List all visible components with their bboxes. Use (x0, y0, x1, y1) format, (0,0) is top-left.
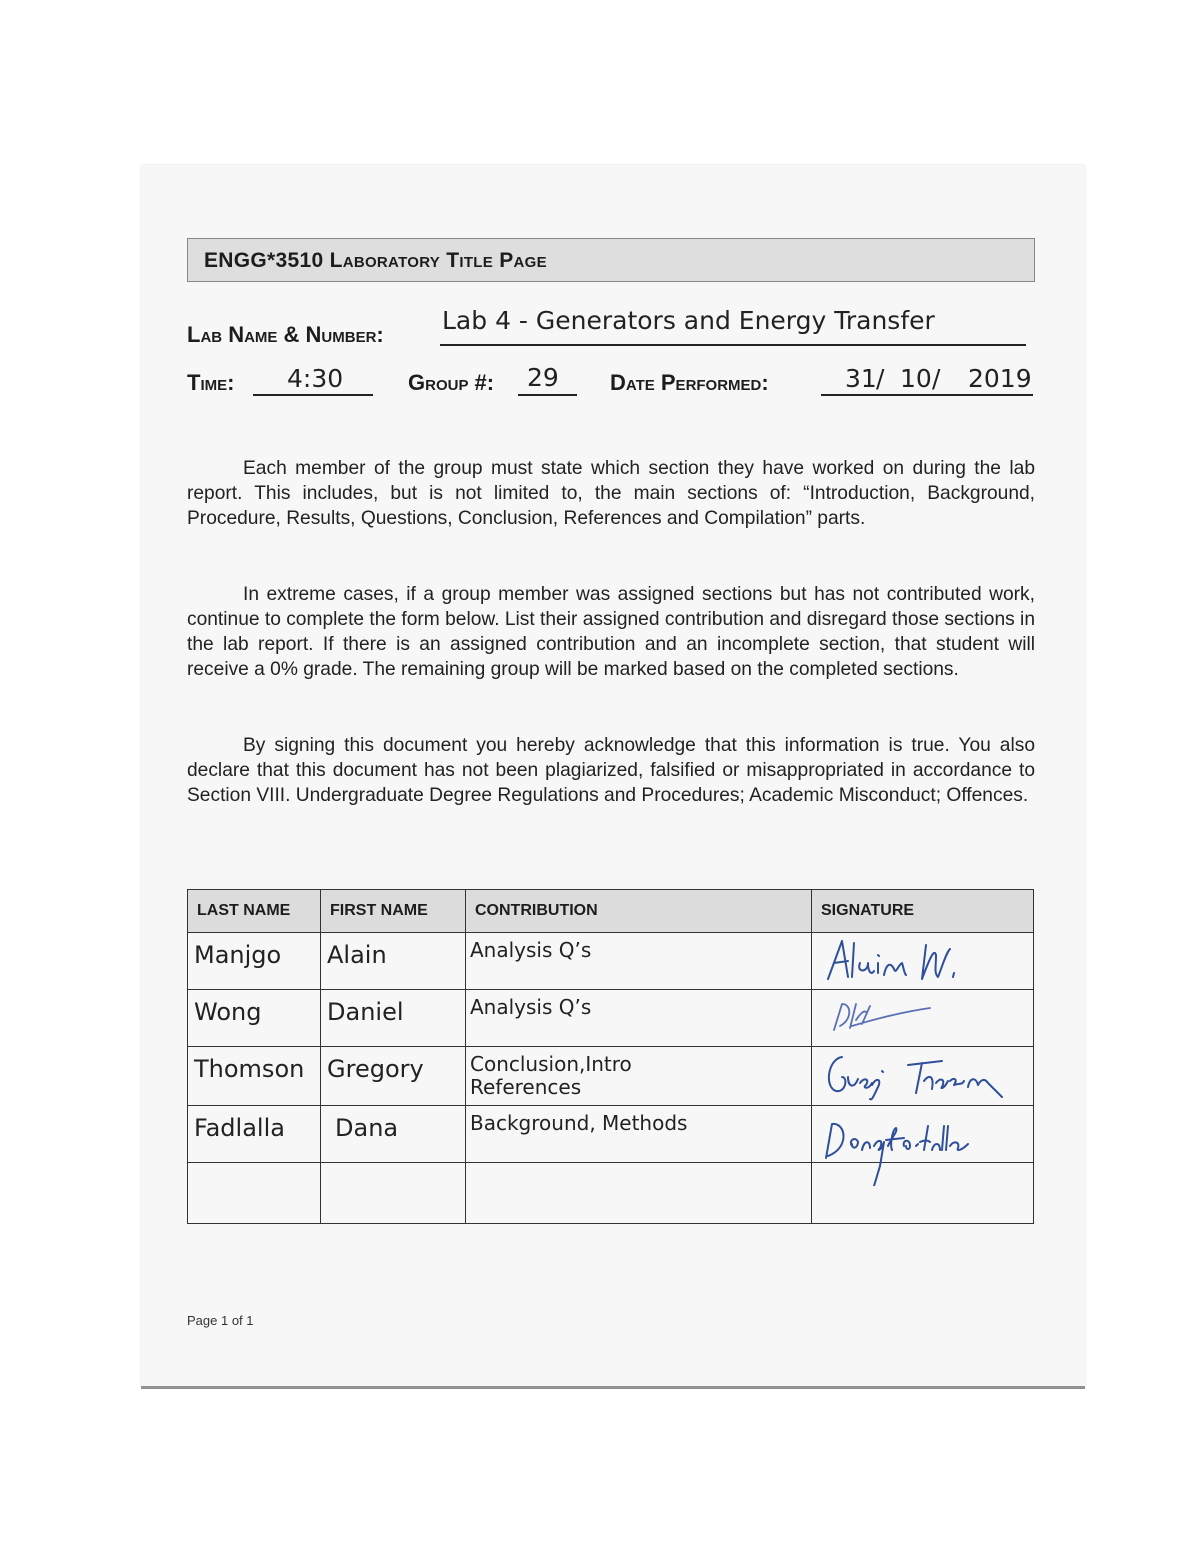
time-label: Time: (187, 370, 235, 395)
instructions-paragraph-2: In extreme cases, if a group member was assigned sections but has not contributed work, continue to complete the form below. List their assigned contribution and disregard those sections in the lab report. If there is an assigned contribution and an incomplete section, that student will receive a 0% grade. The remaining group will be marked based on the completed sections. (187, 584, 1035, 680)
date-year: 2019 (968, 364, 1032, 393)
table-row (188, 933, 1034, 990)
contribution-cell: Analysis Q’s (470, 938, 592, 962)
contribution-cell: Background, Methods (470, 1111, 688, 1135)
table-row (188, 1106, 1034, 1163)
table-row (188, 1047, 1034, 1106)
group-value: 29 (527, 363, 559, 392)
header-contribution: CONTRIBUTION (466, 890, 812, 933)
signature-daniel (812, 990, 1032, 1044)
date-month: 10 (900, 364, 932, 393)
group-label: Group #: (408, 370, 495, 395)
contribution-table (187, 889, 1034, 1224)
date-separator-1: / (876, 364, 885, 393)
first-name-cell: Dana (335, 1114, 399, 1142)
header-last-name: LAST NAME (188, 890, 321, 933)
paper-bottom-edge (141, 1386, 1085, 1389)
header-signature: SIGNATURE (812, 890, 1034, 933)
page-number: Page 1 of 1 (187, 1313, 254, 1328)
instructions-paragraph-3: By signing this document you hereby acknowledge that this information is true. You also declare that this document has not been plagiarized, falsified or misappropriated in accordance to Section VIII. Undergraduate Degree Regulations and Procedures; Academic Misconduct; Offences. (187, 735, 1035, 806)
date-day: 31 (845, 364, 877, 393)
signature-alain (812, 933, 1032, 989)
lab-name-label: Lab Name & Number: (187, 322, 384, 347)
table-header-row (188, 890, 1034, 933)
contribution-cell: Analysis Q’s (470, 995, 592, 1019)
contribution-cell: Conclusion,Intro References (470, 1052, 632, 1099)
table-row (188, 990, 1034, 1047)
first-name-cell: Daniel (327, 998, 404, 1026)
date-separator-2: / (932, 364, 941, 393)
header-first-name: FIRST NAME (321, 890, 466, 933)
signature-cell (812, 990, 1034, 1047)
time-value: 4:30 (287, 364, 344, 393)
lab-name-underline (440, 344, 1026, 346)
time-underline (253, 394, 373, 396)
instructions-paragraph-1: Each member of the group must state which section they have worked on during the lab report. This includes, but is not limited to, the main sections of: “Introduction, Background, Procedure, Results, Questions, Conclusion, References and Compilation” parts. (187, 458, 1035, 529)
signature-cell (812, 1106, 1034, 1163)
first-name-cell: Gregory (327, 1055, 424, 1083)
group-underline (518, 394, 577, 396)
last-name-cell: Manjgo (194, 941, 282, 969)
date-underline (821, 394, 1033, 396)
title-banner (187, 238, 1035, 282)
signature-cell (812, 1047, 1034, 1106)
table-row-empty (188, 1163, 1034, 1224)
signature-gregory (812, 1047, 1032, 1105)
date-label: Date Performed: (610, 370, 769, 395)
last-name-cell: Thomson (194, 1055, 305, 1083)
last-name-cell: Wong (194, 998, 262, 1026)
last-name-cell: Fadlalla (194, 1114, 285, 1142)
lab-name-value: Lab 4 - Generators and Energy Transfer (442, 306, 935, 335)
signature-cell (812, 933, 1034, 990)
page-title: ENGG*3510 Laboratory Title Page (204, 249, 547, 272)
first-name-cell: Alain (327, 941, 387, 969)
